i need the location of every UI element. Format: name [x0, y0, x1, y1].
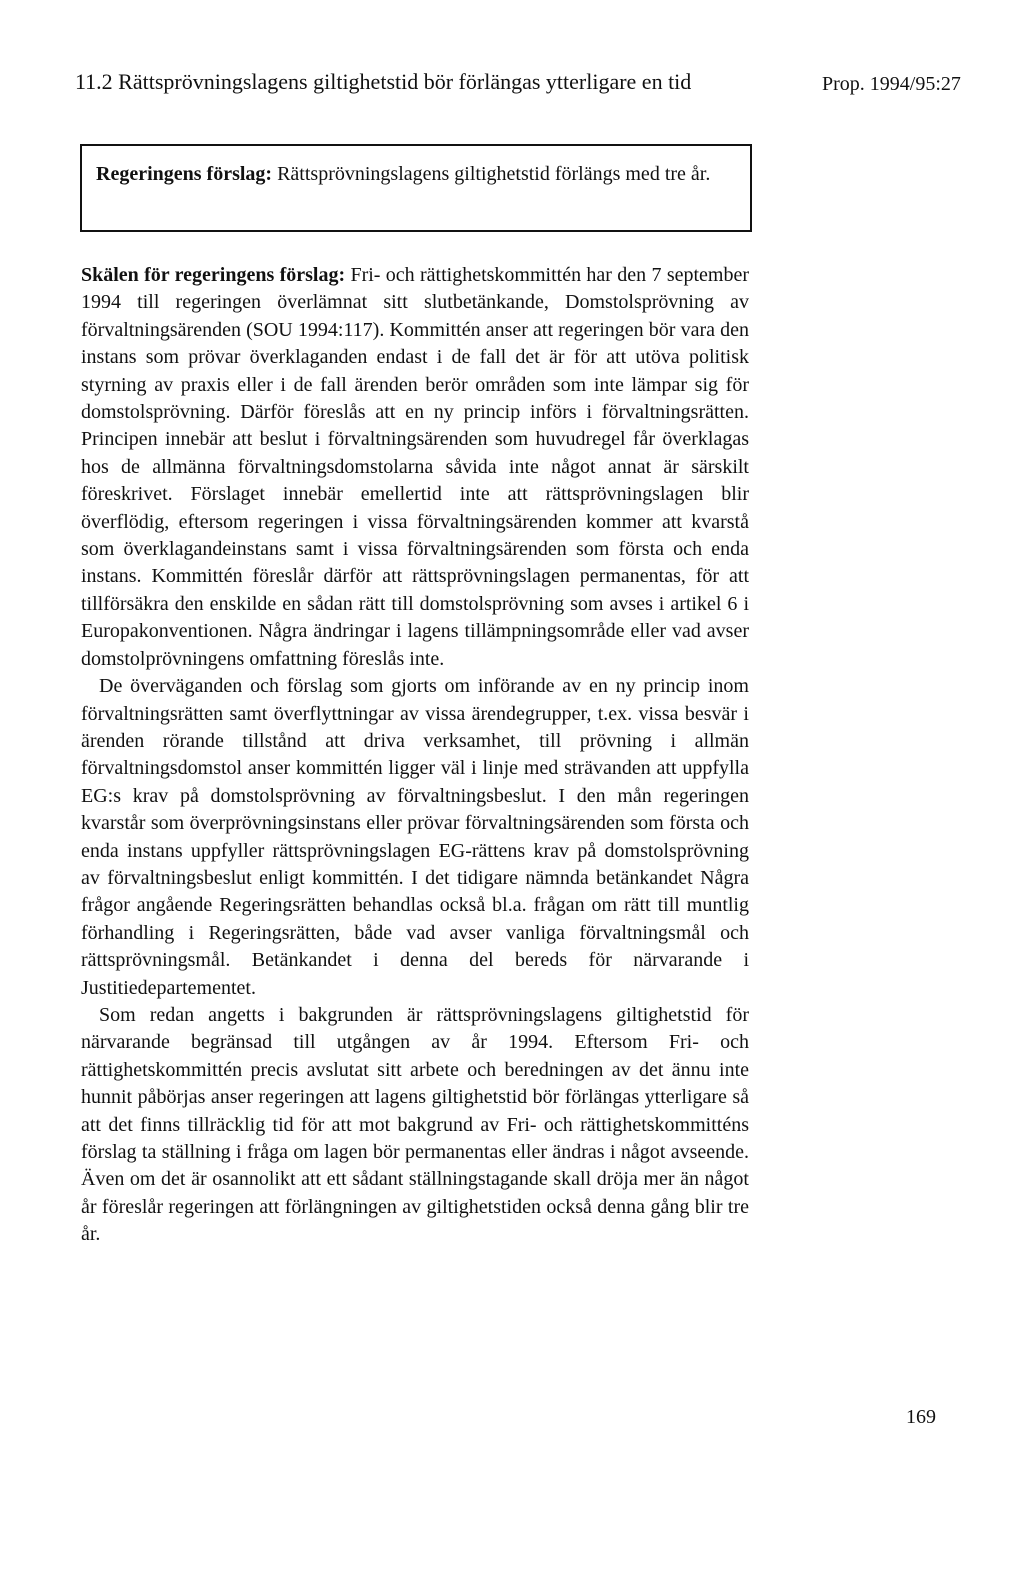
- body-text: [81, 262, 749, 1249]
- proposal-lead: Regeringens förslag:: [96, 163, 273, 185]
- proposal-text: Rättsprövningslagens giltighetstid förlängs med tre år.: [277, 163, 711, 185]
- paragraph-1-text: Fri- och rättighetskommittén har den 7 september 1994 till regeringen överlämnat sitt slutbetänkande, Domstolsprövning av förvaltningsärenden (SOU 1994:117). Kommittén anser att regeringen bör vara den instans som prövar överklaganden endast i de fall det är för att utöva politisk styrning av praxis eller i de fall ärenden berör områden som inte lämpar sig för domstolsprövning. Därför föreslås att en ny princip införs i förvaltningsrätten. Principen innebär att beslut i förvaltningsärenden som huvudregel får överklagas hos de allmänna förvaltningsdomstolarna såvida inte något annat är särskilt föreskrivet. Förslaget innebär emellertid inte att rättsprövningslagen blir överflödig, eftersom regeringen i vissa förvaltningsärenden kommer att kvarstå som överklagandeinstans samt i vissa förvaltningsärenden som första och enda instans. Kommittén föreslår därför att rättsprövningslagen permanentas, för att tillförsäkra den enskilde en sådan rätt till domstolsprövning som avses i artikel 6 i Europakonventionen. Några ändringar i lagens tillämpningsområde eller vad avser domstolprövningens omfattning föreslås inte.: [81, 264, 750, 670]
- government-proposal-box: [80, 144, 752, 232]
- page-number: 169: [906, 1406, 936, 1428]
- reasons-lead: Skälen för regeringens förslag:: [81, 264, 346, 286]
- prop-reference: Prop. 1994/95:27: [822, 73, 961, 95]
- section-heading: 11.2 Rättsprövningslagens giltighetstid bör förlängas ytterligare en tid: [75, 69, 692, 94]
- paragraph-3: Som redan angetts i bakgrunden är rättsprövningslagens giltighetstid för närvarande begränsad till utgången av år 1994. Eftersom Fri- och rättighetskommittén precis avslutat sitt arbete och beredningen av det ännu inte hunnit påbörjas anser regeringen att lagens giltighetstid bör förlängas ytterligare så att det finns tillräcklig tid för att mot bakgrund av Fri- och rättighetskommitténs förslag ta ställning i fråga om lagen bör permanentas eller ändras i något avseende. Även om det är osannolikt att ett sådant ställningstagande skall dröja mer än något år föreslår regeringen att förlängningen av giltighetstiden också denna gång blir tre år.: [81, 1003, 749, 1246]
- paragraph-2: De överväganden och förslag som gjorts om införande av en ny princip inom förvaltningsrätten samt överflyttningar av vissa ärendegrupper, t.ex. vissa besvär i ärenden rörande tillstånd att driva verksamhet, till prövning i allmän förvaltningsdomstol anser kommittén ligger väl i linje med strävanden att uppfylla EG:s krav på domstolsprövning av förvaltningsbeslut. I den mån regeringen kvarstår som överprövningsinstans eller prövar förvaltningsärenden som första och enda instans uppfyller rättsprövningslagen EG-rättens krav på domstolsprövning av förvaltningsbeslut enligt kommittén. I det tidigare nämnda betänkandet Några frågor angående Regeringsrätten behandlas också bl.a. frågan om rätt till muntlig förhandling i Regeringsrätten, både vad avser vanliga förvaltningsmål och rättsprövningsmål. Betänkandet i denna del bereds för närvarande i Justitiedepartementet.: [81, 675, 749, 999]
- paragraph-1: [81, 262, 749, 673]
